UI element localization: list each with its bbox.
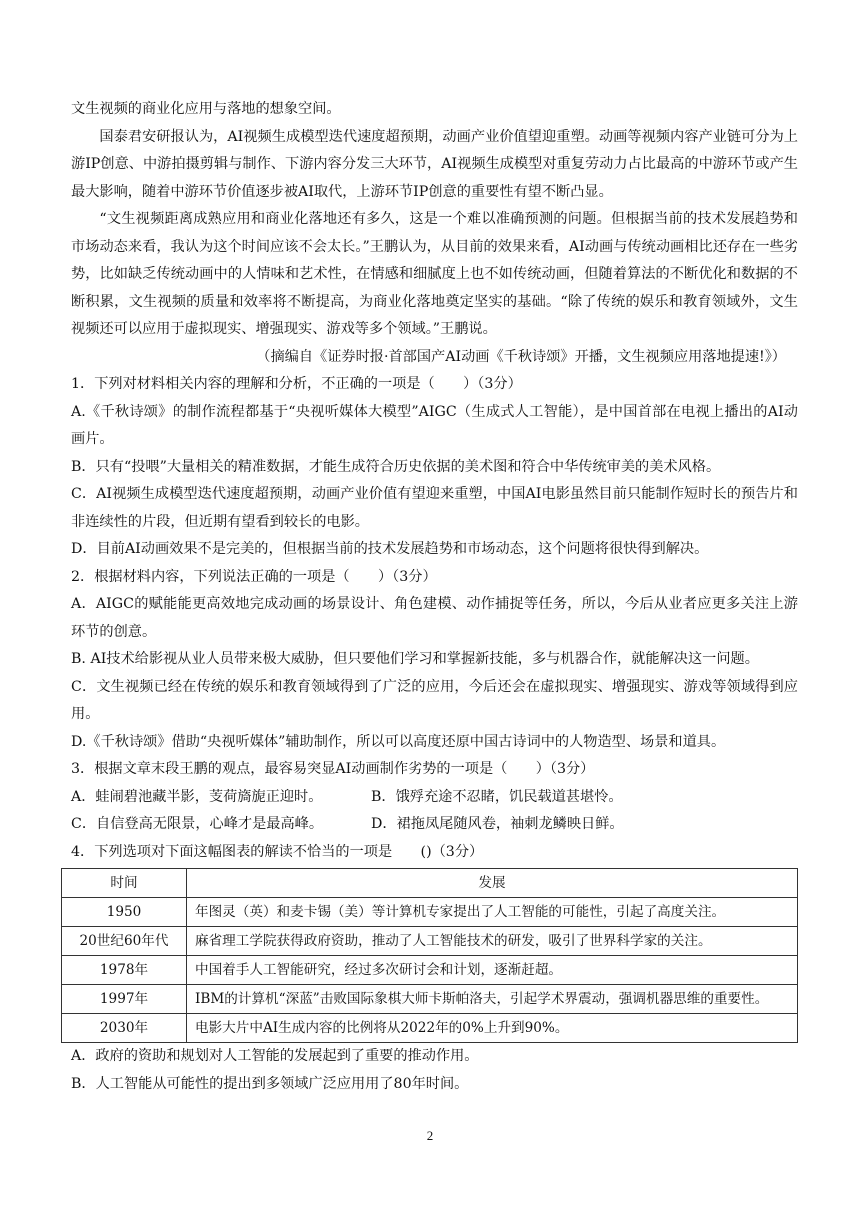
table-row [62,927,798,956]
question-1-stem: 1．下列对材料相关内容的理解和分析，不正确的一项是（ ）（3分） [71,376,522,392]
table-row [62,956,798,985]
question-3-option-a: A．蛙闹碧池藏半影，芰荷旖旎正迎时。 [71,788,323,805]
table-row [62,985,798,1014]
question-3-option-c: C．自信登高无限景，心峰才是最高峰。 [71,816,324,832]
table-cell-time: 1950 [62,898,187,927]
table-header-time: 时间 [62,869,187,898]
paragraph-2: 国泰君安研报认为，AI视频生成模型迭代速度超预期，动画产业价值望迎重塑。动画等视频内容产业链可分为上游IP创意、中游拍摄剪辑与制作、下游内容分发三大环节，AI视频生成模型对重复劳动力占比最高的中游环节或产生最大影响，随着中游环节价值逐步被AI取代，上游环节IP创意的重要性有望不断凸显。 [71,128,798,200]
question-3-option-b: B．饿殍充途不忍睹，饥民载道甚堪怜。 [371,788,623,805]
question-3-options-row-1 [71,784,798,812]
question-2-stem: 2．根据材料内容，下列说法正确的一项是（ ）（3分） [71,568,437,585]
question-2-option-a: A．AIGC的赋能能更高效地完成动画的场景设计、角色建模、动作捕捉等任务，所以，今后从业者应更多关注上游环节的创意。 [71,596,798,640]
table-header-row [62,869,798,898]
table-cell-time: 2030年 [62,1014,187,1043]
question-4-option-a: A．政府的资助和规划对人工智能的发展起到了重要的推动作用。 [71,1048,479,1064]
table-header-development: 发展 [187,869,798,898]
table-cell-time: 1997年 [62,985,187,1014]
question-1-option-d: D．目前AI动画效果不是完美的，但根据当前的技术发展趋势和市场动态，这个问题将很快得到解决。 [71,541,709,557]
table-cell-time: 20世纪60年代 [62,927,187,956]
question-4-option-b: B．人工智能从可能性的提出到多领域广泛应用用了80年时间。 [71,1075,469,1092]
table-cell-development: 麻省理工学院获得政府资助，推动了人工智能技术的研发，吸引了世界科学家的关注。 [187,927,798,956]
question-1-option-a: A.《千秋诗颂》的制作流程都基于“央视听媒体大模型”AIGC（生成式人工智能），是中国首部在电视上播出的AI动画片。 [71,403,798,447]
question-1-option-b: B．只有“投喂”大量相关的精准数据，才能生成符合历史依据的美术图和符合中华传统审美的美术风格。 [71,458,721,475]
question-4-stem: 4．下列选项对下面这幅图表的解读不恰当的一项是 ()（3分） [71,843,484,860]
question-2-option-c: C．文生视频已经在传统的娱乐和教育领域得到了广泛的应用，今后还会在虚拟现实、增强现实、游戏等领域得到应用。 [71,678,798,722]
source-citation: （摘编自《证券时报·首部国产AI动画《千秋诗颂》开播，文生视频应用落地提速!》） [256,348,786,365]
table-cell-development: IBM的计算机“深蓝”击败国际象棋大师卡斯帕洛夫，引起学术界震动，强调机器思维的重要性。 [187,985,798,1014]
page-content [71,96,798,1098]
ai-history-table [61,868,798,1043]
question-3-option-d: D．裙拖凤尾随风卷，袖刺龙鳞映日鲜。 [371,816,624,832]
paragraph-3: “文生视频距离成熟应用和商业化落地还有多久，这是一个难以准确预测的问题。但根据当前的技术发展趋势和市场动态来看，我认为这个时间应该不会太长。”王鹏认为，从目前的效果来看，AI动画与传统动画相比还存在一些劣势，比如缺乏传统动画中的人情味和艺术性，在情感和细腻度上也不如传统动画，但随着算法的不断优化和数据的不断积累，文生视频的质量和效率将不断提高，为商业化落地奠定坚实的基础。“除了传统的娱乐和教育领域外，文生视频还可以应用于虚拟现实、增强现实、游戏等多个领域。”王鹏说。 [71,211,798,337]
page-number: 2 [426,1128,434,1143]
table-cell-development: 年图灵（英）和麦卡锡（美）等计算机专家提出了人工智能的可能性，引起了高度关注。 [187,898,798,927]
question-3-options-row-2 [71,811,798,839]
table-cell-development: 中国着手人工智能研究，经过多次研讨会和计划，逐渐赶超。 [187,956,798,985]
question-1-option-c: C．AI视频生成模型迭代速度超预期，动画产业价值有望迎来重塑，中国AI电影虽然目前只能制作短时长的预告片和非连续性的片段，但近期有望看到较长的电影。 [71,486,798,530]
table-cell-development: 电影大片中AI生成内容的比例将从2022年的0%上升到90%。 [187,1014,798,1043]
table-row [62,898,798,927]
question-2-option-b: B. AI技术给影视从业人员带来极大威胁，但只要他们学习和掌握新技能，多与机器合作，就能解决这一问题。 [71,651,759,667]
paragraph-1: 文生视频的商业化应用与落地的想象空间。 [71,101,341,117]
table-cell-time: 1978年 [62,956,187,985]
question-3-stem: 3．根据文章末段王鹏的观点，最容易突显AI动画制作劣势的一项是（ ）（3分） [71,761,595,777]
table-row [62,1014,798,1043]
question-2-option-d: D.《千秋诗颂》借助“央视听媒体”辅助制作，所以可以高度还原中国古诗词中的人物造型、场景和道具。 [71,733,726,750]
